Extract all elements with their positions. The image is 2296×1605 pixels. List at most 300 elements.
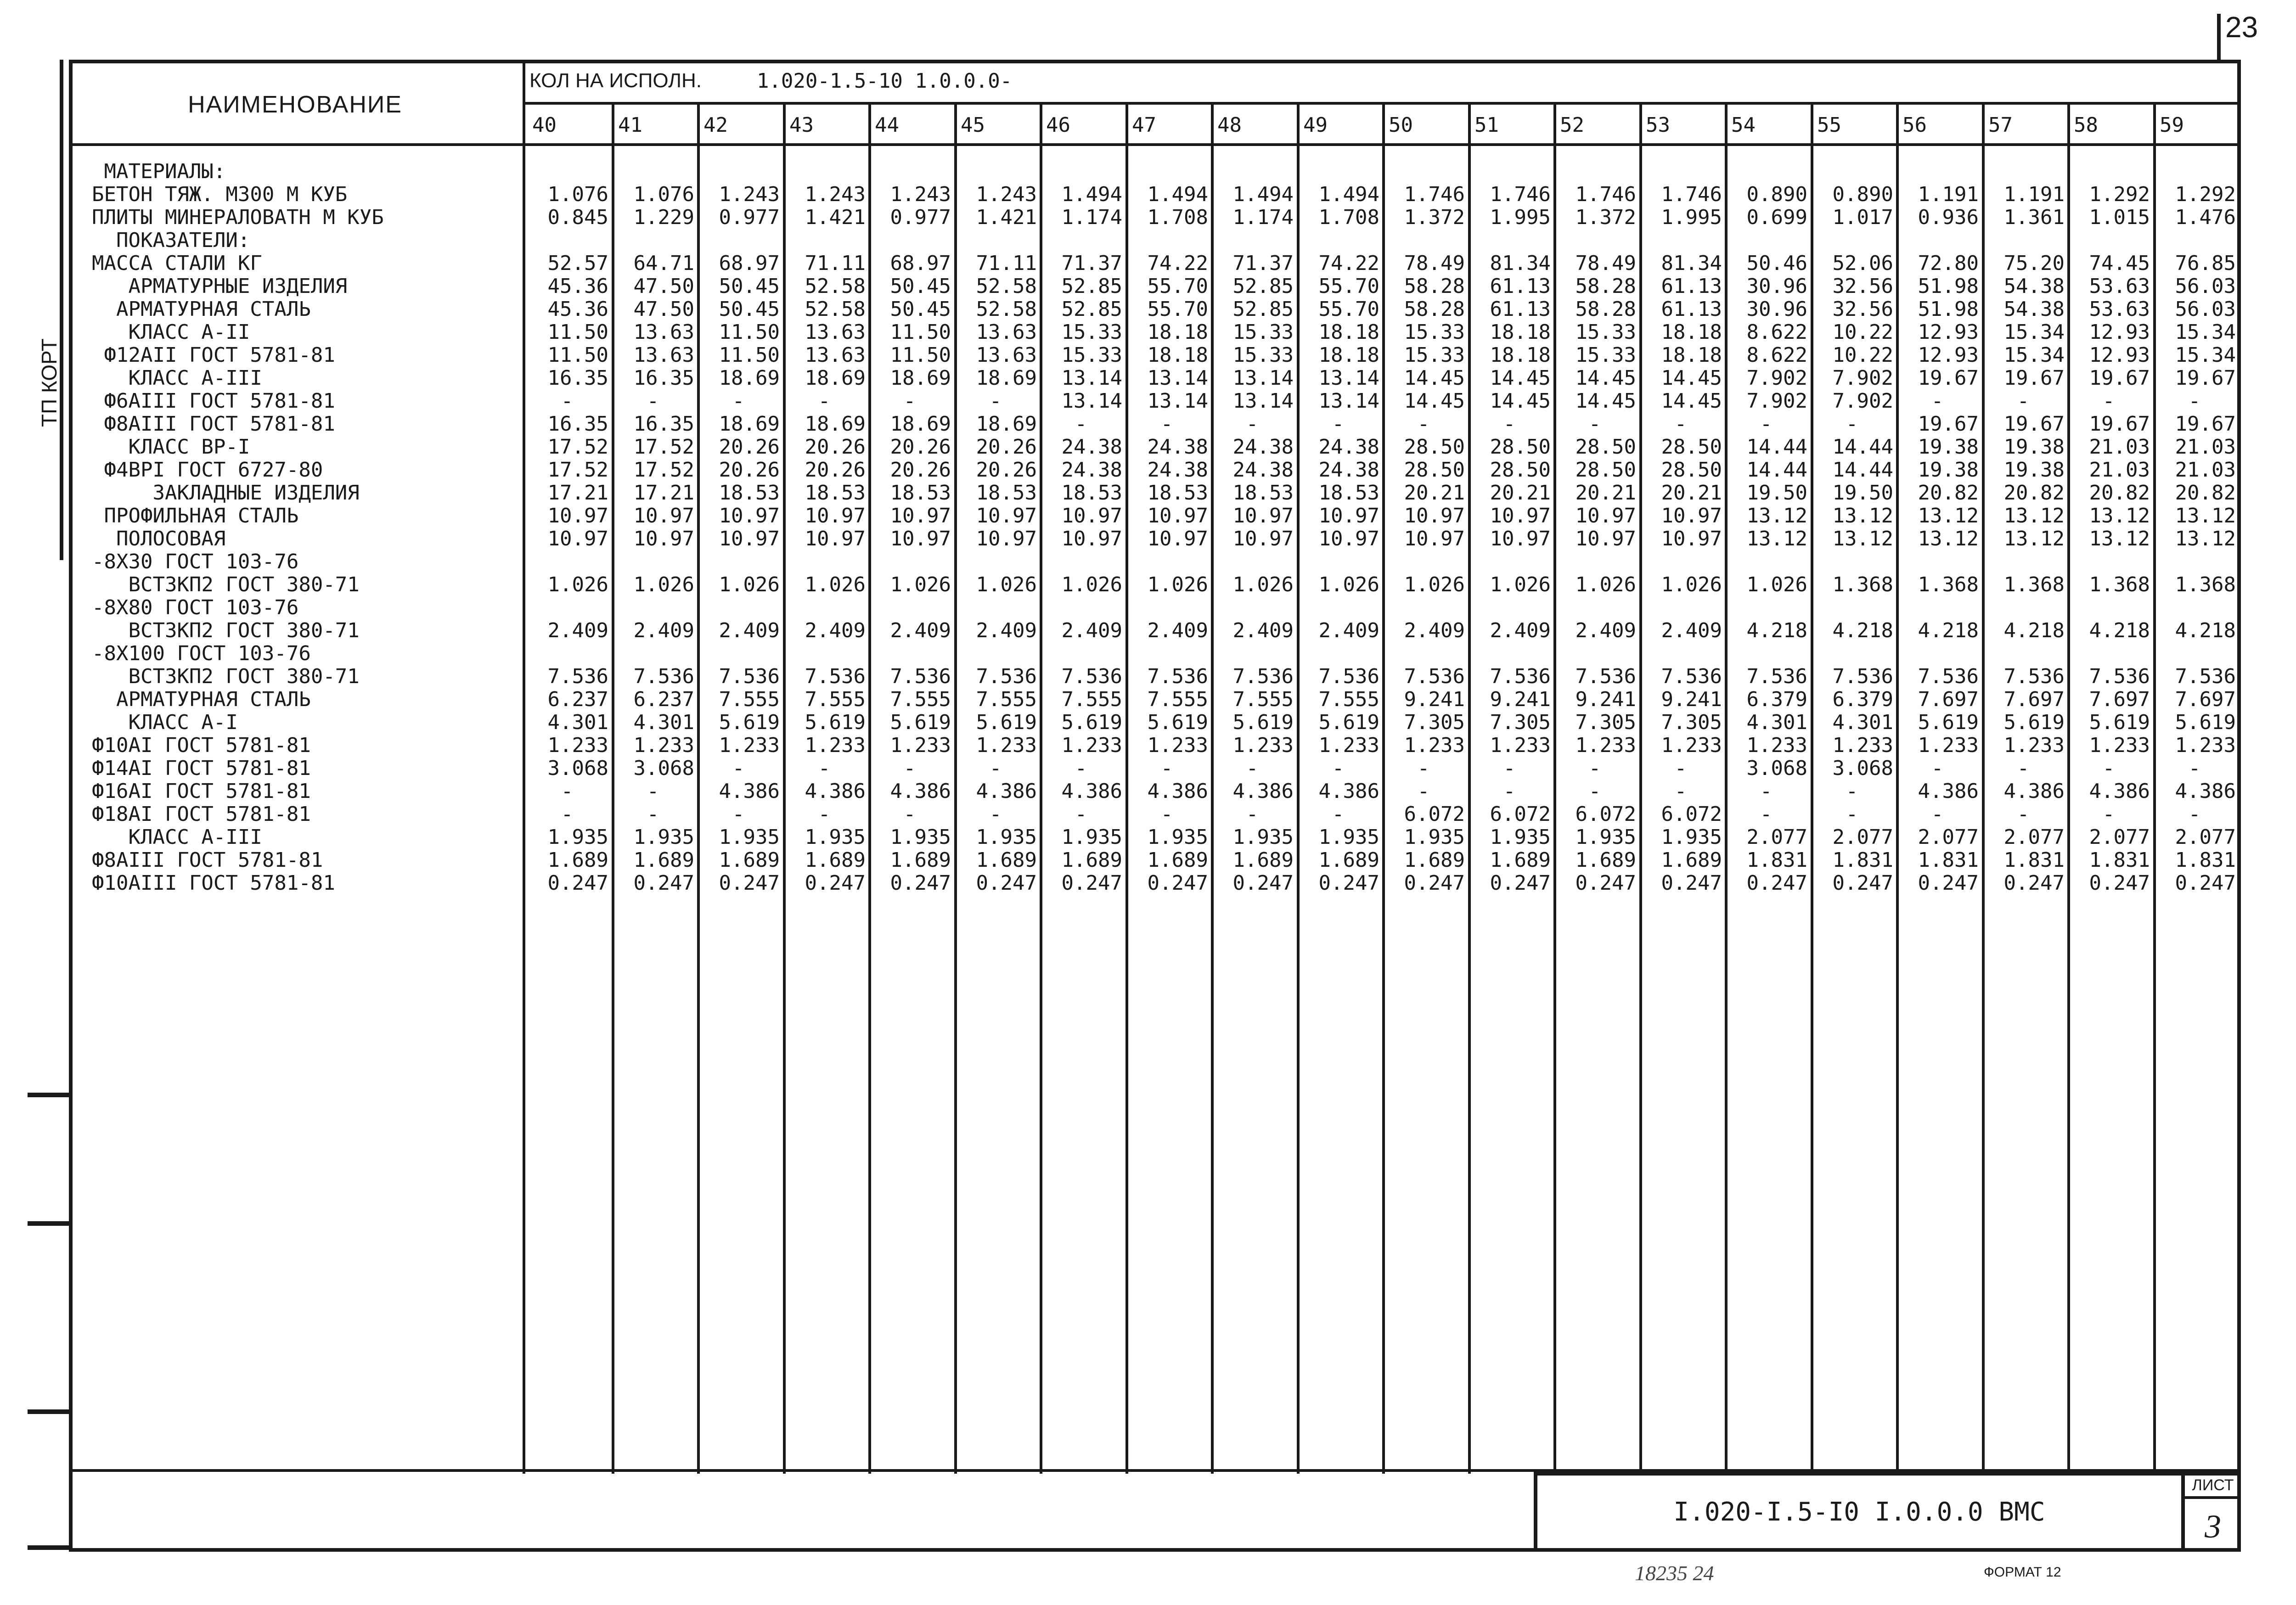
table-cell: 24.38	[1318, 458, 1379, 482]
table-cell: 1.233	[1746, 734, 1807, 757]
table-cell: -	[2017, 802, 2030, 826]
table-cell: -	[2017, 389, 2030, 413]
table-cell: 24.38	[1232, 435, 1294, 459]
table-cell: 7.305	[1490, 711, 1551, 734]
column-header: 40	[532, 113, 557, 137]
table-cell: 8.622	[1746, 343, 1807, 367]
table-cell: 7.536	[1061, 665, 1122, 688]
table-cell: 28.50	[1404, 435, 1465, 459]
header-bottom-rule	[69, 143, 2241, 146]
table-cell: 18.18	[1661, 320, 1722, 344]
table-cell: 18.69	[890, 366, 951, 390]
table-cell: 81.34	[1490, 252, 1551, 275]
table-cell: 1.935	[1404, 825, 1465, 849]
table-cell: 2.409	[1404, 619, 1465, 642]
table-cell: 0.890	[1746, 183, 1807, 206]
table-cell: 0.247	[1404, 871, 1465, 895]
table-cell: 1.015	[2089, 206, 2150, 229]
table-cell: 28.50	[1404, 458, 1465, 482]
name-column-header: НАИМЕНОВАНИЕ	[188, 91, 402, 118]
table-cell: 18.18	[1490, 343, 1551, 367]
table-cell: 10.97	[1575, 527, 1636, 550]
table-cell: 71.11	[976, 252, 1037, 275]
table-cell: 7.305	[1575, 711, 1636, 734]
table-cell: 1.689	[890, 848, 951, 872]
table-cell: 2.409	[890, 619, 951, 642]
table-cell: -	[2188, 389, 2201, 413]
table-cell: 14.45	[1490, 366, 1551, 390]
table-cell: -	[2188, 757, 2201, 780]
table-cell: 1.494	[1232, 183, 1294, 206]
table-cell: 1.746	[1490, 183, 1551, 206]
table-cell: 18.53	[1232, 481, 1294, 505]
strip-text: ТП КОРТ	[37, 338, 61, 427]
table-cell: 1.368	[2089, 573, 2150, 596]
table-cell: 6.072	[1490, 802, 1551, 826]
table-cell: 2.077	[2003, 825, 2065, 849]
table-cell: 20.26	[976, 435, 1037, 459]
table-cell: 12.93	[2089, 343, 2150, 367]
table-cell: 1.368	[1918, 573, 1979, 596]
table-cell: 7.536	[976, 665, 1037, 688]
table-cell: 1.831	[2175, 848, 2236, 872]
table-cell: 4.386	[1061, 780, 1122, 803]
table-cell: 14.45	[1404, 389, 1465, 413]
table-cell: 0.977	[719, 206, 780, 229]
table-cell: 1.026	[1661, 573, 1722, 596]
table-cell: 1.233	[2003, 734, 2065, 757]
row-label: Ф16АI ГОСТ 5781-81	[92, 780, 311, 803]
row-label: КЛАСС А-III	[92, 825, 262, 849]
table-cell: 18.69	[719, 366, 780, 390]
table-cell: 18.53	[805, 481, 866, 505]
table-cell: -	[818, 757, 831, 780]
table-cell: 19.38	[1918, 458, 1979, 482]
table-cell: -	[1588, 757, 1601, 780]
table-cell: 18.69	[719, 412, 780, 436]
table-cell: 13.63	[633, 320, 694, 344]
table-cell: 30.96	[1746, 297, 1807, 321]
table-cell: 7.305	[1404, 711, 1465, 734]
table-cell: 14.45	[1404, 366, 1465, 390]
table-cell: 1.243	[805, 183, 866, 206]
table-cell: -	[1246, 802, 1259, 826]
table-cell: 1.494	[1318, 183, 1379, 206]
table-cell: 1.689	[547, 848, 608, 872]
table-cell: 52.58	[805, 275, 866, 298]
table-cell: 1.935	[633, 825, 694, 849]
table-cell: 1.831	[2003, 848, 2065, 872]
table-cell: 1.995	[1661, 206, 1722, 229]
table-cell: 2.077	[2175, 825, 2236, 849]
table-cell: 14.44	[1746, 435, 1807, 459]
table-cell: -	[1674, 412, 1687, 436]
table-cell: 4.386	[1147, 780, 1208, 803]
table-cell: 2.409	[805, 619, 866, 642]
table-cell: 52.85	[1232, 275, 1294, 298]
row-label: МАТЕРИАЛЫ:	[92, 160, 226, 183]
table-cell: 7.536	[1832, 665, 1893, 688]
table-cell: 18.69	[805, 412, 866, 436]
row-label: -8Х30 ГОСТ 103-76	[92, 550, 299, 573]
table-cell: 4.386	[805, 780, 866, 803]
table-cell: -	[1674, 757, 1687, 780]
table-cell: 1.689	[1061, 848, 1122, 872]
table-cell: 18.53	[976, 481, 1037, 505]
table-cell: 55.70	[1318, 275, 1379, 298]
table-cell: 61.13	[1661, 275, 1722, 298]
table-cell: 1.746	[1661, 183, 1722, 206]
table-cell: 4.386	[1918, 780, 1979, 803]
column-header: 47	[1132, 113, 1156, 137]
table-cell: 19.38	[1918, 435, 1979, 459]
table-cell: 7.536	[633, 665, 694, 688]
table-cell: 1.243	[976, 183, 1037, 206]
table-cell: -	[2017, 757, 2030, 780]
table-cell: -	[1931, 802, 1944, 826]
table-cell: 10.97	[1318, 504, 1379, 528]
table-cell: 1.689	[976, 848, 1037, 872]
table-cell: 13.63	[976, 320, 1037, 344]
table-cell: 19.67	[1918, 412, 1979, 436]
table-cell: 7.536	[2089, 665, 2150, 688]
table-cell: 71.37	[1061, 252, 1122, 275]
table-cell: 17.52	[547, 435, 608, 459]
row-label: Ф10АIII ГОСТ 5781-81	[92, 871, 335, 895]
table-cell: 1.368	[2175, 573, 2236, 596]
table-cell: 28.50	[1490, 458, 1551, 482]
table-cell: 0.247	[976, 871, 1037, 895]
table-cell: 1.076	[633, 183, 694, 206]
table-cell: 52.58	[976, 275, 1037, 298]
table-cell: -	[989, 802, 1002, 826]
table-cell: 14.45	[1575, 366, 1636, 390]
table-cell: 1.174	[1232, 206, 1294, 229]
table-cell: 81.34	[1661, 252, 1722, 275]
table-cell: 1.191	[2003, 183, 2065, 206]
column-header: 58	[2074, 113, 2098, 137]
table-cell: 1.292	[2089, 183, 2150, 206]
table-cell: 32.56	[1832, 275, 1893, 298]
table-cell: 1.689	[633, 848, 694, 872]
table-cell: 1.689	[1575, 848, 1636, 872]
table-cell: -	[989, 757, 1002, 780]
table-cell: 20.82	[2175, 481, 2236, 505]
table-cell: 17.52	[633, 435, 694, 459]
table-cell: 10.97	[633, 504, 694, 528]
table-cell: -	[647, 389, 659, 413]
table-cell: 56.03	[2175, 297, 2236, 321]
table-cell: 13.63	[633, 343, 694, 367]
table-cell: 5.619	[1318, 711, 1379, 734]
strip-border	[60, 60, 63, 560]
column-header: 44	[875, 113, 899, 137]
table-cell: 4.301	[1832, 711, 1893, 734]
table-cell: 14.45	[1575, 389, 1636, 413]
table-cell: 20.21	[1490, 481, 1551, 505]
table-cell: 14.45	[1661, 389, 1722, 413]
table-cell: -	[1760, 412, 1773, 436]
table-cell: 4.218	[1918, 619, 1979, 642]
table-cell: 9.241	[1404, 688, 1465, 711]
table-cell: 28.50	[1490, 435, 1551, 459]
table-cell: 4.218	[2089, 619, 2150, 642]
table-cell: 4.386	[719, 780, 780, 803]
table-cell: 4.386	[1232, 780, 1294, 803]
margin-tick	[28, 1093, 69, 1097]
table-cell: -	[1332, 802, 1345, 826]
table-cell: 11.50	[547, 320, 608, 344]
table-cell: 4.386	[2003, 780, 2065, 803]
table-cell: -	[1417, 757, 1430, 780]
table-cell: 1.689	[1232, 848, 1294, 872]
table-cell: 10.97	[547, 527, 608, 550]
table-cell: 1.935	[1147, 825, 1208, 849]
row-label: ВСТ3КП2 ГОСТ 380-71	[92, 665, 360, 688]
table-cell: -	[1332, 412, 1345, 436]
table-cell: 5.619	[1061, 711, 1122, 734]
table-cell: 10.97	[1232, 504, 1294, 528]
table-cell: 3.068	[1832, 757, 1893, 780]
table-cell: 0.936	[1918, 206, 1979, 229]
table-cell: -	[903, 389, 916, 413]
table-cell: 14.44	[1832, 435, 1893, 459]
table-cell: -	[1846, 780, 1858, 803]
table-cell: 10.97	[805, 504, 866, 528]
table-cell: 4.386	[1318, 780, 1379, 803]
table-cell: 13.12	[2175, 504, 2236, 528]
table-cell: 1.026	[1404, 573, 1465, 596]
table-cell: 8.622	[1746, 320, 1807, 344]
table-cell: 7.536	[1147, 665, 1208, 688]
table-cell: 5.619	[890, 711, 951, 734]
table-cell: -	[1588, 780, 1601, 803]
table-cell: 18.53	[1061, 481, 1122, 505]
table-cell: 24.38	[1318, 435, 1379, 459]
table-cell: 10.97	[719, 527, 780, 550]
table-cell: -	[1931, 757, 1944, 780]
table-cell: 13.12	[2003, 504, 2065, 528]
table-cell: 1.233	[1147, 734, 1208, 757]
table-cell: 13.12	[1832, 504, 1893, 528]
table-cell: 10.97	[1318, 527, 1379, 550]
table-cell: 61.13	[1490, 297, 1551, 321]
table-cell: 1.689	[719, 848, 780, 872]
table-cell: 1.026	[633, 573, 694, 596]
table-cell: 14.45	[1490, 389, 1551, 413]
table-cell: 0.247	[1661, 871, 1722, 895]
table-cell: 19.67	[2003, 412, 2065, 436]
table-cell: 1.476	[2175, 206, 2236, 229]
table-cell: 15.33	[1575, 343, 1636, 367]
table-cell: 2.409	[1147, 619, 1208, 642]
table-cell: 0.247	[1746, 871, 1807, 895]
table-cell: 1.233	[805, 734, 866, 757]
table-cell: 1.935	[1232, 825, 1294, 849]
table-cell: 7.305	[1661, 711, 1722, 734]
row-label: Ф6АIII ГОСТ 5781-81	[92, 389, 335, 413]
table-cell: 1.233	[1661, 734, 1722, 757]
column-header: 42	[703, 113, 728, 137]
table-cell: 10.97	[1404, 504, 1465, 528]
table-cell: 20.21	[1575, 481, 1636, 505]
document-code: I.020-I.5-I0 I.0.0.0 ВМС	[1673, 1497, 2045, 1527]
table-cell: 24.38	[1061, 458, 1122, 482]
table-cell: 0.247	[547, 871, 608, 895]
table-cell: 55.70	[1318, 297, 1379, 321]
table-cell: 15.33	[1061, 320, 1122, 344]
table-cell: 1.995	[1490, 206, 1551, 229]
table-cell: 15.34	[2003, 320, 2065, 344]
table-cell: 1.935	[1318, 825, 1379, 849]
table-cell: 1.026	[805, 573, 866, 596]
column-header: 54	[1731, 113, 1756, 137]
table-cell: 14.44	[1746, 458, 1807, 482]
table-cell: 9.241	[1661, 688, 1722, 711]
table-cell: 13.63	[805, 320, 866, 344]
table-cell: -	[1503, 757, 1516, 780]
table-cell: 7.555	[976, 688, 1037, 711]
table-cell: 20.21	[1404, 481, 1465, 505]
row-label: ПОКАЗАТЕЛИ:	[92, 229, 250, 252]
table-cell: 15.33	[1061, 343, 1122, 367]
table-cell: -	[1160, 802, 1173, 826]
table-cell: 15.34	[2175, 343, 2236, 367]
table-cell: 6.072	[1661, 802, 1722, 826]
table-cell: -	[818, 802, 831, 826]
table-cell: 7.536	[1918, 665, 1979, 688]
row-label: КЛАСС ВР-I	[92, 435, 250, 459]
table-cell: 1.935	[976, 825, 1037, 849]
table-cell: 1.708	[1318, 206, 1379, 229]
table-cell: 1.233	[1575, 734, 1636, 757]
table-cell: 11.50	[890, 320, 951, 344]
table-cell: 61.13	[1490, 275, 1551, 298]
table-cell: 13.14	[1232, 366, 1294, 390]
table-cell: 10.97	[976, 504, 1037, 528]
table-cell: 3.068	[547, 757, 608, 780]
table-cell: 5.619	[1147, 711, 1208, 734]
table-cell: 1.017	[1832, 206, 1893, 229]
table-cell: 64.71	[633, 252, 694, 275]
table-cell: 1.233	[1061, 734, 1122, 757]
table-cell: -	[561, 802, 574, 826]
table-cell: 1.421	[805, 206, 866, 229]
table-cell: 2.409	[1490, 619, 1551, 642]
table-cell: 74.22	[1147, 252, 1208, 275]
table-cell: 5.619	[2175, 711, 2236, 734]
table-cell: 18.18	[1147, 320, 1208, 344]
table-cell: 1.935	[1661, 825, 1722, 849]
table-cell: 13.12	[2003, 527, 2065, 550]
table-cell: 32.56	[1832, 297, 1893, 321]
table-cell: -	[1417, 412, 1430, 436]
table-cell: -	[1075, 412, 1087, 436]
code-label: 1.020-1.5-10 1.0.0.0-	[756, 69, 1013, 93]
table-cell: 14.45	[1661, 366, 1722, 390]
table-cell: 52.57	[547, 252, 608, 275]
table-cell: -	[1503, 780, 1516, 803]
column-header: 56	[1902, 113, 1927, 137]
table-cell: 50.45	[719, 275, 780, 298]
table-cell: 7.697	[2175, 688, 2236, 711]
table-cell: 28.50	[1575, 458, 1636, 482]
table-cell: 1.292	[2175, 183, 2236, 206]
qty-header	[526, 61, 2239, 101]
table-cell: 19.67	[2089, 412, 2150, 436]
table-cell: 0.247	[1832, 871, 1893, 895]
table-cell: 3.068	[633, 757, 694, 780]
table-cell: 1.935	[719, 825, 780, 849]
table-cell: 21.03	[2089, 458, 2150, 482]
table-cell: -	[1674, 780, 1687, 803]
table-cell: -	[2102, 757, 2115, 780]
column-header: 43	[789, 113, 814, 137]
table-cell: 1.689	[1404, 848, 1465, 872]
table-cell: 18.69	[805, 366, 866, 390]
table-cell: 0.247	[805, 871, 866, 895]
column-header: 59	[2160, 113, 2184, 137]
table-cell: 0.247	[890, 871, 951, 895]
table-cell: -	[1075, 757, 1087, 780]
table-cell: 7.902	[1746, 366, 1807, 390]
table-cell: 1.026	[547, 573, 608, 596]
table-cell: 24.38	[1061, 435, 1122, 459]
table-cell: 16.35	[547, 366, 608, 390]
table-cell: 6.072	[1404, 802, 1465, 826]
column-header: 51	[1474, 113, 1499, 137]
table-cell: 10.97	[1661, 504, 1722, 528]
column-header: 41	[618, 113, 642, 137]
table-cell: 1.243	[719, 183, 780, 206]
table-cell: 18.53	[890, 481, 951, 505]
table-cell: -	[903, 802, 916, 826]
table-cell: 1.026	[719, 573, 780, 596]
table-cell: 4.301	[1746, 711, 1807, 734]
table-cell: 1.233	[719, 734, 780, 757]
table-cell: 7.555	[719, 688, 780, 711]
table-cell: 0.977	[890, 206, 951, 229]
table-cell: 56.03	[2175, 275, 2236, 298]
table-cell: 0.247	[2003, 871, 2065, 895]
table-cell: 13.12	[2089, 504, 2150, 528]
table-cell: 24.38	[1147, 458, 1208, 482]
table-cell: -	[1160, 757, 1173, 780]
table-cell: 15.33	[1404, 320, 1465, 344]
table-cell: 4.386	[890, 780, 951, 803]
table-cell: 16.35	[633, 366, 694, 390]
table-cell: 7.536	[1575, 665, 1636, 688]
table-cell: 0.247	[1490, 871, 1551, 895]
name-column-divider	[523, 63, 525, 1474]
table-cell: 75.20	[2003, 252, 2065, 275]
table-cell: -	[1246, 412, 1259, 436]
table-cell: 78.49	[1404, 252, 1465, 275]
table-cell: 72.80	[1918, 252, 1979, 275]
row-label: Ф8АIII ГОСТ 5781-81	[92, 848, 323, 872]
table-cell: 28.50	[1575, 435, 1636, 459]
table-cell: -	[647, 802, 659, 826]
table-cell: 58.28	[1575, 275, 1636, 298]
table-cell: -	[1760, 802, 1773, 826]
table-cell: 6.072	[1575, 802, 1636, 826]
table-cell: 58.28	[1404, 297, 1465, 321]
table-cell: 1.233	[1404, 734, 1465, 757]
table-cell: 1.026	[890, 573, 951, 596]
table-cell: 78.49	[1575, 252, 1636, 275]
table-cell: 2.409	[1318, 619, 1379, 642]
row-label: КЛАСС А-II	[92, 320, 250, 344]
